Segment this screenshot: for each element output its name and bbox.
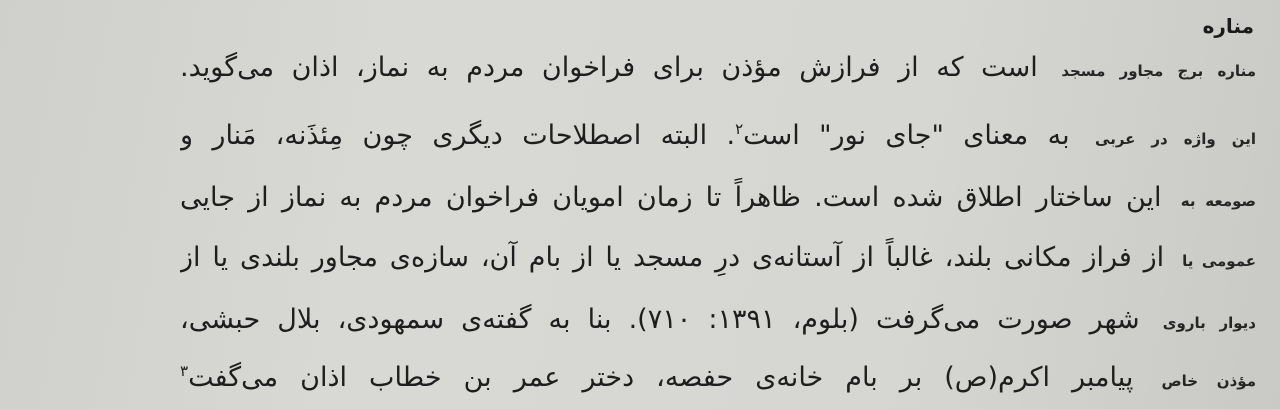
line-text: است که از فرازش مؤذن برای فراخوان مردم به نماز، اذان می‌گوید. [180, 52, 1038, 83]
footnote-marker: ۳ [180, 362, 189, 380]
line-text: پیامبر اکرم(ص) بر بام خانه‌ی حفصه، دختر عمر بن خطاب اذان می‌گفت [188, 362, 1134, 393]
line-text-after: . البته اصطلاحات دیگری چون مِئذَنه، مَنار و [180, 120, 736, 151]
text-line-4 [180, 236, 1256, 280]
footnote-marker: ۲ [735, 120, 744, 138]
line-text: شهر صورت می‌گرفت (بلوم، ۱۳۹۱: ۷۱۰). بنا به گفته‌ی سمهودی، بلال حبشی، [180, 304, 1140, 335]
text-line-1 [180, 46, 1256, 90]
line-text: این ساختار اطلاق شده است. ظاهراً تا زمان امویان فراخوان مردم به نماز از جایی [180, 182, 1162, 213]
line-lead: عمومی یا [1182, 252, 1256, 270]
line-lead: مؤذن خاص [1161, 372, 1256, 390]
line-text: از فراز مکانی بلند، غالباً از آستانه‌ی درِ مسجد یا از بام آن، سازه‌ی مجاور بلندی یا از [180, 242, 1165, 273]
line-text: به معنای "جای نور" است [743, 120, 1070, 151]
line-lead: این واژه در عربی [1095, 130, 1256, 148]
line-lead: دیوار باروی [1162, 314, 1256, 332]
text-line-3 [180, 176, 1256, 220]
text-line-6 [180, 356, 1256, 400]
line-lead: صومعه به [1180, 192, 1256, 210]
text-line-5 [180, 298, 1256, 342]
text-line-2 [180, 114, 1256, 158]
line-lead: مناره برج مجاور مسجد [1061, 62, 1256, 80]
section-heading: مناره [1202, 14, 1254, 38]
bleed-through-text [240, 0, 1140, 6]
